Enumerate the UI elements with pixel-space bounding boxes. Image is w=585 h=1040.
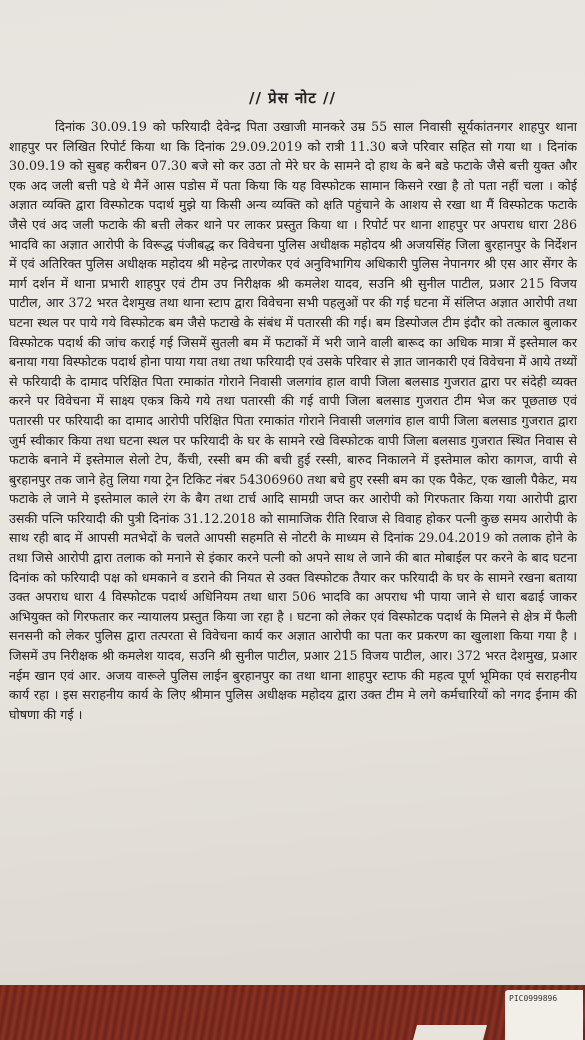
corner-stamp bbox=[505, 990, 583, 1040]
background-fabric bbox=[0, 985, 585, 1040]
stamp-code: PIC0999896 bbox=[509, 994, 558, 1003]
document-body: दिनांक 30.09.19 को फरियादी देवेन्द्र पिता उखाजी मानकरे उम्र 55 साल निवासी सूर्यकांतनगर शाहपुर थाना शाहपुर पर लिखित रिपोर्ट किया था कि दिनांक 29.09.2019 को रात्री 11.30 बजे परिवार सहित सो गया था । दिनांक 30.09.19 को सुबह करीबन 07.30 बजे सो कर उठा तो मेरे घर के सामने दो हाथ के बने बडे फटाके जैसे बत्ती युक्त और एक अद जली बत्ती पडे थे मैनें आस पडोस में पता किया कि यह विस्फोटक सामान किसने रखा है तो पता नहीं चला । कोई अज्ञात व्यक्ति द्वारा विस्फोटक पदार्थ मुझे या किसी अन्य व्यक्ति को क्षति पहुंचाने के आशय से रखा था मैं विस्फोटक फटाके जैसे एवं अद जली फटाके की बत्ती लेकर थाने पर लाकर प्रस्तुत किया था । रिपोर्ट पर थाना शाहपुर पर अपराध धारा 286 भादवि का अज्ञात आरोपी के विरूद्ध पंजीबद्ध कर विवेचना पुलिस अधीक्षक महोदय श्री अजयसिंह जिला बुरहानपुर के निर्देशन में एवं अतिरिक्त पुलिस अधीक्षक महोदय श्री महेन्द्र तारणेकर एवं अनुविभागिय अधिकारी पुलिस नेपानगर श्री एस आर सेंगर के मार्ग दर्शन में थाना प्रभारी शाहपुर एवं टीम उप निरीक्षक श्री कमलेश यादव, सउनि श्री सुनील पाटील, प्रआर 215 विजय पाटील, आर 372 भरत देशमुख तथा थाना स्टाप द्वारा विवेचना सभी पहलुओं पर की गई घटना में संलिप्त अज्ञात आरोपी तथा घटना स्थल पर पाये गये विस्फोटक बम जैसे फटाखे के संबंध में पतारसी की गई। बम डिस्पोजल टीम इंदौर को तत्काल बुलाकर विस्फोटक पदार्थ की जांच कराई गई जिसमें सुतली बम में फटाकों में भरी जाने वाली बारूद का अधिक मात्रा में इस्तेमाल कर बनाया गया विस्फोटक पदार्थ होना पाया गया तथा तथा फरियादी एवं उसके परिवार से ज्ञात जानकारी एवं विवेचना में आये तथ्यों से फरियादी के दामाद परिक्षित पिता रमाकांत गोराने निवासी जलगांव हाल वापी जिला बलसाड गुजरात द्वारा पर संदेही व्यक्त करने पर विवेचना में साक्ष्य एकत्र किये गये तथा पतारसी की गई वापी जिला बलसाड गुजरात टीम भेज कर पूछताछ एवं पतारसी पर फरियादी का दामाद आरोपी परिक्षित पिता रमाकांत गोराने निवासी जलगांव हाल वापी जिला बलसाड गुजरात द्वारा जुर्म स्वीकार किया तथा घटना स्थल पर फरियादी के घर के सामने रखे विस्फोटक वापी जिला बलसाड गुजरात स्थित निवास से फटाके बनाने में इस्तेमाल सेलो टेप, कैंची, रस्सी बम की बची हुई रस्सी, बारुद निकालने में इस्तेमाल कोरा कागज, वापी से बुरहानपुर तक जाने हेतु लिया गया ट्रेन टिकिट नंबर 54306960 तथा बचे हुए रस्सी बम का एक पैकेट, एक खाली पैकेट, मय फटाके ले जाने मे इस्तेमाल काले रंग के बैग तथा टार्च आदि सामग्री जप्त कर आरोपी को गिरफतार किया गया आरोपी द्वारा उसकी पत्नि फरियादी की पुत्री दिनांक 31.12.2018 को सामाजिक रीति रिवाज से विवाह होकर पत्नी कुछ समय आरोपी के साथ रही बाद में आपसी मतभेदों के चलते आपसी सहमति से नोटरी के माध्यम से दिनांक 29.04.2019 को तलाक होने के तथा जिसे आरोपी द्वारा तलाक को मनाने से इंकार करने पत्नी को अपने साथ ले जाने की बात मोबाईल पर करने के बाद घटना दिनांक को फरियादी पक्ष को धमकाने व डराने की नियत से उक्त विस्फोटक तैयार कर फरियादी के घर के सामने रखना बताया उक्त अपराध धारा 4 विस्फोटक पदार्थ अधिनियम तथा धारा 506 भादवि का अपराध भी पाया जाने से धारा बढाई जाकर अभियुक्त को गिरफतार कर न्यायालय प्रस्तुत किया जा रहा है । घटना को लेकर एवं विस्फोटक पदार्थ के मिलने से क्षेत्र में फैली सनसनी को लेकर पुलिस द्वारा तत्परता से विवेचना कार्य कर अज्ञात आरोपी का पता कर प्रकरण का खुलाशा किया गया है । जिसमें उप निरीक्षक श्री कमलेश यादव, सउनि श्री सुनील पाटील, प्रआर 215 विजय पाटील, आर। 372 भरत देशमुख, प्रआर नईम खान एवं आर. अजय वारूले पुलिस लाईन बुरहानपुर का तथा थाना शाहपुर स्टाफ की महत्व पूर्ण भूमिका एवं सराहनीय कार्य रहा । इस सराहनीय कार्य के लिए श्रीमान पुलिस अधीक्षक महोदय द्वारा उक्त टीम मे लगे कर्मचारियों को नगद ईनाम की घोषणा की गई । bbox=[9, 119, 577, 722]
document-title: // प्रेस नोट // bbox=[248, 89, 337, 107]
paper-tab bbox=[413, 1025, 487, 1040]
